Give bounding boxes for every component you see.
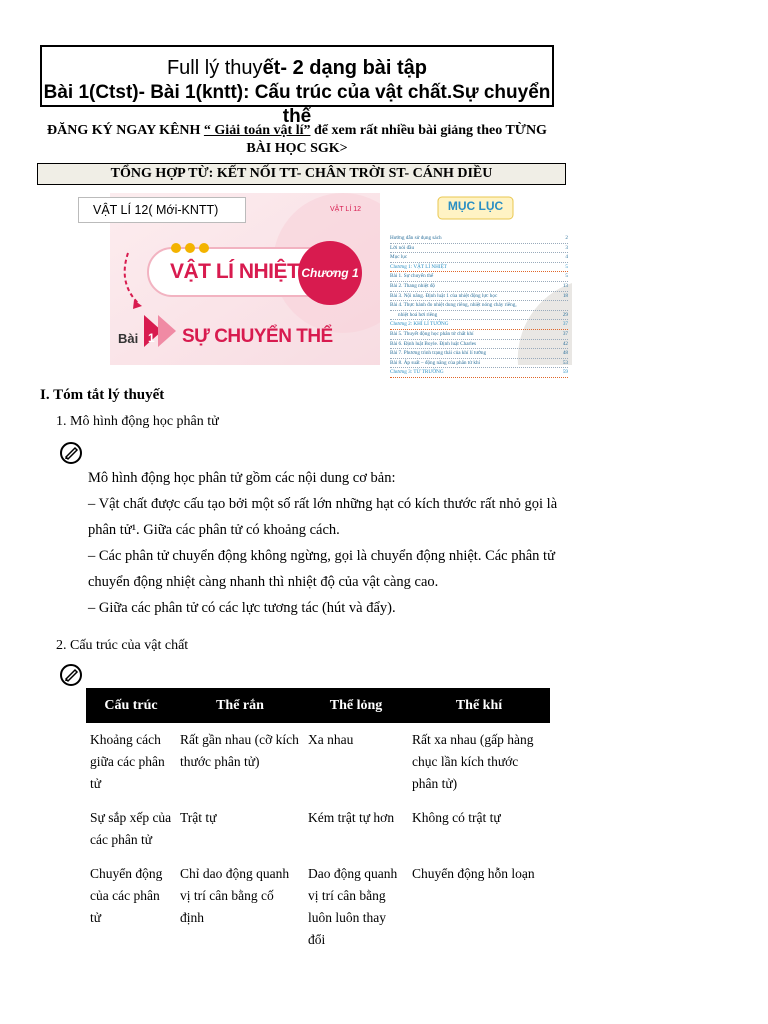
lesson-title: SỰ CHUYỂN THỂ bbox=[182, 326, 333, 347]
lesson-number: 1 bbox=[148, 331, 155, 345]
lesson-prefix: Bài bbox=[118, 331, 139, 346]
toc-item bbox=[390, 234, 568, 244]
section-heading: I. Tóm tắt lý thuyết bbox=[40, 387, 165, 403]
table-cell: Chuyển động của các phân tử bbox=[90, 866, 163, 925]
table-cell: Không có trật tự bbox=[412, 810, 501, 825]
toc-item bbox=[390, 282, 568, 292]
toc-item-text: Bài 8. Áp suất – động năng của phân tử khí bbox=[390, 359, 480, 366]
toc-item bbox=[390, 340, 568, 350]
table-cell: Chuyển động hỗn loạn bbox=[412, 866, 535, 881]
toc-item-text: Mục lục bbox=[390, 254, 408, 261]
toc-item-page: 2 bbox=[565, 235, 568, 241]
title-bold: ết- 2 dạng bài tập bbox=[262, 57, 428, 79]
toc-item bbox=[390, 272, 568, 282]
toc-item-text: Chương 3: TỪ TRƯỜNG bbox=[390, 369, 444, 376]
toc-item bbox=[390, 359, 568, 369]
toc-item-text: Bài 2. Thang nhiệt độ bbox=[390, 282, 436, 289]
table-header-cell: Thể khí bbox=[408, 688, 550, 723]
toc-item-page: 48 bbox=[562, 350, 568, 357]
toc-list bbox=[390, 234, 568, 378]
toc-item-page: 59 bbox=[562, 369, 568, 376]
toc-item-text: nhiệt hoá hơi riêng bbox=[398, 311, 438, 318]
toc-item-text: Chương 2: KHÍ LÍ TƯỞNG bbox=[390, 321, 449, 328]
table-header-row bbox=[86, 688, 550, 723]
table-header-cell: Thể lỏng bbox=[304, 688, 408, 723]
paragraph: – Giữa các phân tử có các lực tương tác (hút và đẩy). bbox=[88, 600, 396, 616]
toc-item bbox=[390, 292, 568, 302]
toc-item bbox=[390, 263, 568, 273]
subsection-1-heading: 1. Mô hình động học phân tử bbox=[56, 414, 219, 429]
book-tag: VẬT LÍ 12( Mới-KNTT) bbox=[78, 197, 246, 223]
toc-item bbox=[390, 301, 568, 311]
table-row bbox=[86, 857, 550, 957]
table-cell: Khoảng cách giữa các phân tử bbox=[90, 732, 165, 791]
toc-item-text: Bài 5. Thuyết động học phân tử chất khí bbox=[390, 330, 474, 337]
toc-item-page: 5 bbox=[565, 263, 568, 270]
toc-item-page: 37 bbox=[562, 321, 568, 328]
table-cell: Trật tự bbox=[180, 810, 217, 825]
toc-item-page: 37 bbox=[562, 330, 568, 337]
chapter-label: Chương 1 bbox=[301, 266, 359, 280]
toc-item-page: 29 bbox=[562, 311, 568, 318]
toc-item bbox=[390, 244, 568, 254]
toc-title: MỤC LỤC bbox=[447, 199, 504, 213]
toc-item-text: Chương 1: VẬT LÍ NHIỆT bbox=[390, 263, 447, 270]
promo-suffix: để xem rất nhiều bài giảng theo TỪNG BÀI HỌC SGK> bbox=[246, 123, 547, 156]
book-preview-image bbox=[78, 193, 572, 376]
toc-item-page: 5 bbox=[565, 273, 568, 280]
note-icon bbox=[60, 664, 82, 686]
toc-item-text: Bài 7. Phương trình trạng thái của khí lí tưởng bbox=[390, 350, 487, 357]
toc-item-text: Bài 6. Định luật Boyle. Định luật Charles bbox=[390, 340, 477, 347]
toc-item-page: 18 bbox=[562, 292, 568, 299]
toc-item-text: Bài 3. Nội năng. Định luật 1 của nhiệt động lực học bbox=[390, 292, 498, 299]
promo-prefix: ĐĂNG KÝ NGAY KÊNH bbox=[47, 123, 204, 138]
title-regular: Full lý thuy bbox=[166, 57, 263, 79]
paragraph: Mô hình động học phân tử gồm các nội dung cơ bản: bbox=[88, 470, 396, 486]
subsection-2-heading: 2. Cấu trúc của vật chất bbox=[56, 638, 189, 653]
toc-item-text: Lời nói đầu bbox=[390, 244, 415, 251]
toc-item bbox=[390, 330, 568, 340]
toc-item-page: 4 bbox=[565, 254, 568, 261]
table-cell: Sự sắp xếp của các phân tử bbox=[90, 810, 172, 847]
toc-item-page: 53 bbox=[562, 359, 568, 366]
table-cell: Rất xa nhau (gấp hàng chục lần kích thước phân tử) bbox=[412, 732, 534, 791]
toc-item bbox=[390, 349, 568, 359]
toc-item-text: Bài 1. Sự chuyển thể bbox=[390, 273, 434, 280]
toc-item-page: 3 bbox=[565, 244, 568, 251]
title-line-2: Bài 1(Ctst)- Bài 1(kntt): Cấu trúc của vật chất.Sự chuyển thể bbox=[43, 82, 551, 127]
paragraph: – Các phân tử chuyển động không ngừng, gọi là chuyển động nhiệt. Các phân tử chuyển động nhiệt càng nhanh thì nhiệt độ của vật càng cao. bbox=[88, 548, 555, 590]
banner-title: VẬT LÍ NHIỆT bbox=[170, 260, 300, 283]
table-cell: Kém trật tự hơn bbox=[308, 810, 395, 825]
note-icon bbox=[60, 442, 82, 464]
document-title-box bbox=[40, 45, 554, 127]
table-cell: Chỉ dao động quanh vị trí cân bằng cố định bbox=[180, 866, 290, 925]
toc-item bbox=[390, 320, 568, 330]
toc-item bbox=[390, 368, 568, 378]
matter-structure-table bbox=[86, 688, 550, 957]
table-header-cell: Cấu trúc bbox=[86, 688, 176, 723]
title-line-1 bbox=[42, 55, 552, 81]
toc-item-page: 13 bbox=[562, 282, 568, 289]
toc-item-text: Bài 4. Thực hành đo nhiệt dung riêng, nhiệt nóng chảy riêng, bbox=[390, 302, 517, 309]
toc-item-page: 42 bbox=[562, 340, 568, 347]
channel-name[interactable]: “ Giải toán vật lí” bbox=[203, 123, 311, 138]
theory-body bbox=[88, 465, 558, 621]
table-cell: Dao động quanh vị trí cân bằng luôn luôn thay đổi bbox=[308, 866, 398, 947]
corner-label: VẬT LÍ 12 bbox=[330, 206, 362, 213]
table-header-cell: Thể rắn bbox=[176, 688, 304, 723]
table-cell: Rất gần nhau (cỡ kích thước phân tử) bbox=[180, 732, 299, 769]
channel-promo bbox=[40, 122, 554, 158]
paragraph: – Vật chất được cấu tạo bởi một số rất lớn những hạt có kích thước rất nhỏ gọi là phân tử¹. Giữa các phân tử có khoảng cách. bbox=[88, 496, 558, 538]
toc-item bbox=[390, 311, 568, 321]
table-row bbox=[86, 723, 550, 801]
toc-item bbox=[390, 253, 568, 263]
summary-bar: TỔNG HỢP TỪ: KẾT NỐI TT- CHÂN TRỜI ST- CÁNH DIỀU bbox=[37, 163, 566, 185]
table-cell: Xa nhau bbox=[308, 732, 354, 747]
toc-item-text: Hướng dẫn sử dụng sách bbox=[390, 235, 442, 241]
table-row bbox=[86, 801, 550, 857]
